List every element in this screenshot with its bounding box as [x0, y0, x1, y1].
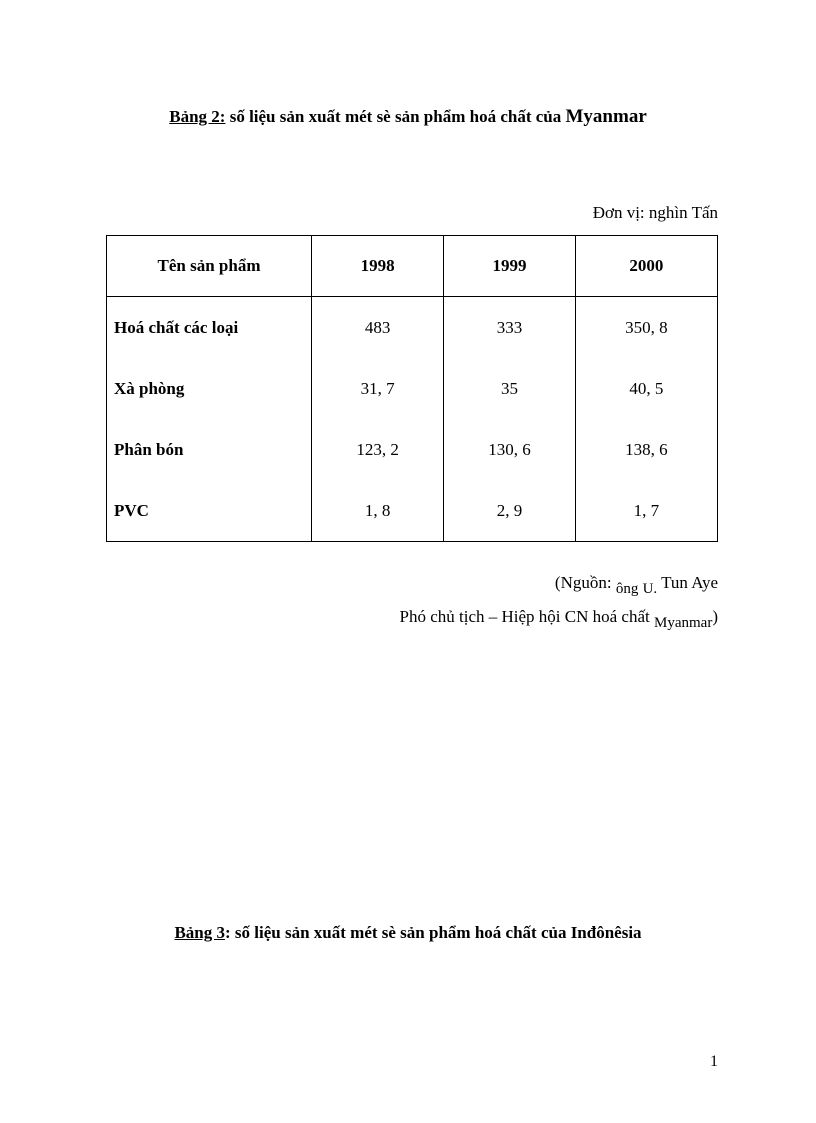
table-2-label: Bảng 2: — [169, 107, 226, 126]
value-1998: 1, 8 — [311, 480, 443, 542]
value-1999: 333 — [444, 297, 575, 359]
table-3-title-text: số liệu sản xuất mét sè sản phẩm hoá chất của Inđônêsia — [230, 923, 642, 942]
source-name: Tun Aye — [657, 573, 718, 592]
header-1998: 1998 — [311, 236, 443, 297]
value-1998: 31, 7 — [311, 358, 443, 419]
table-row — [107, 419, 718, 480]
table-header-row — [107, 236, 718, 297]
table-row — [107, 297, 718, 359]
table-2-title — [0, 106, 816, 128]
product-name: PVC — [107, 480, 312, 542]
value-2000: 138, 6 — [575, 419, 717, 480]
header-product: Tên sản phẩm — [107, 236, 312, 297]
value-2000: 1, 7 — [575, 480, 717, 542]
table-2-title-country: Myanmar — [565, 106, 647, 127]
product-name: Xà phòng — [107, 358, 312, 419]
source-close: ) — [712, 607, 718, 626]
source-prefix: (Nguồn: — [554, 573, 616, 592]
unit-label: Đơn vị: nghìn Tấn — [592, 203, 718, 222]
source-position: Phó chủ tịch – Hiệp hội CN hoá chất — [399, 607, 654, 626]
production-table — [106, 235, 718, 542]
value-1999: 2, 9 — [444, 480, 575, 542]
source-line-1 — [554, 573, 718, 597]
page-number: 1 — [710, 1053, 718, 1070]
table-3-label-colon: : — [224, 923, 231, 942]
source-line-2 — [399, 607, 719, 631]
product-name: Phân bón — [107, 419, 312, 480]
value-1998: 123, 2 — [311, 419, 443, 480]
table-row — [107, 480, 718, 542]
value-2000: 350, 8 — [575, 297, 717, 359]
value-1999: 130, 6 — [444, 419, 575, 480]
table-2-title-text: số liệu sản xuất mét sè sản phẩm hoá chất của — [225, 107, 566, 126]
source-u: U. — [642, 581, 658, 597]
value-1998: 483 — [311, 297, 443, 359]
product-name: Hoá chất các loại — [107, 297, 312, 359]
header-1999: 1999 — [444, 236, 575, 297]
table-3-label: Bảng 3 — [174, 923, 225, 942]
value-1999: 35 — [444, 358, 575, 419]
source-ong: ông — [615, 581, 639, 597]
source-country: Myanmar — [654, 615, 713, 631]
table-3-title — [0, 923, 816, 943]
table-row — [107, 358, 718, 419]
value-2000: 40, 5 — [575, 358, 717, 419]
header-2000: 2000 — [575, 236, 717, 297]
